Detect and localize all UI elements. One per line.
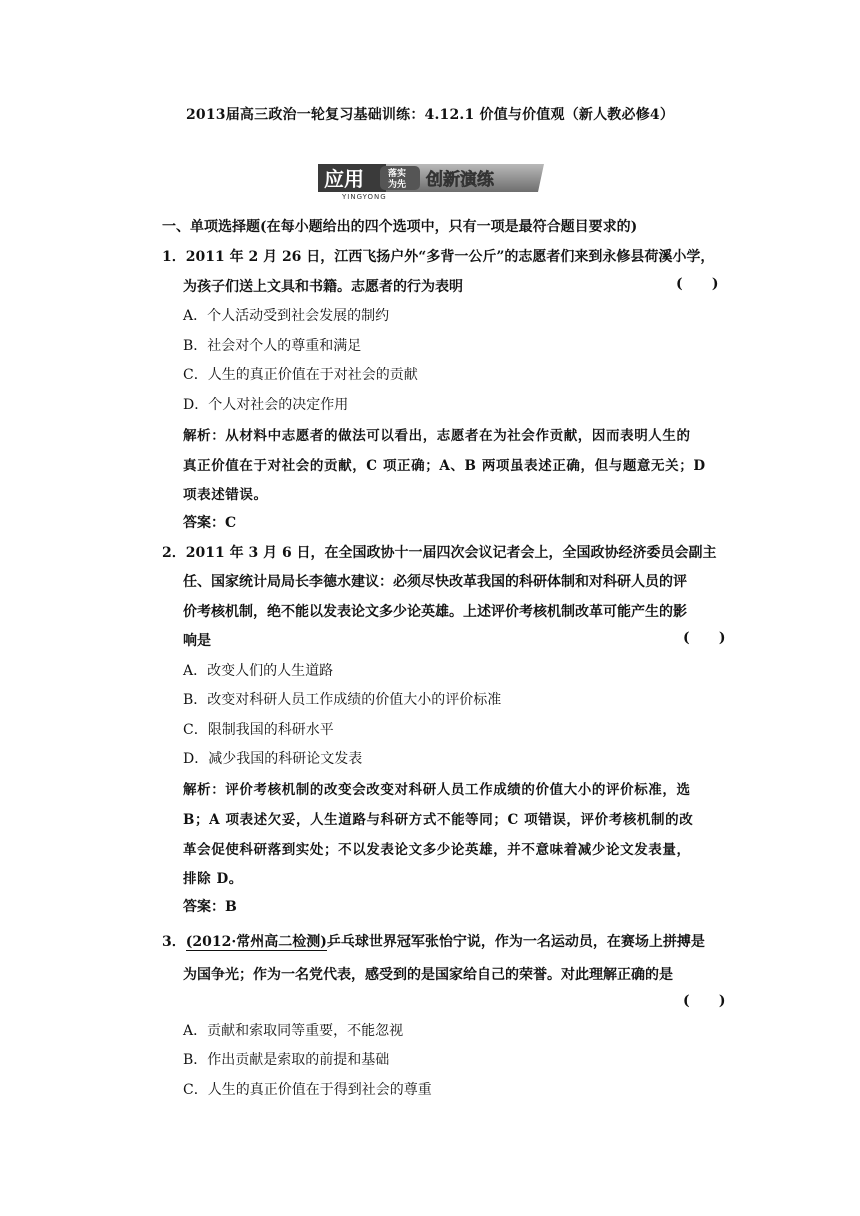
q3-stem-line-1 — [162, 931, 705, 951]
banner-mid-top: 落实 — [388, 169, 407, 179]
q3-stem-text: 乒乓球世界冠军张怡宁说，作为一名运动员，在赛场上拼搏是 — [326, 934, 705, 950]
q2-stem-line-3: 价考核机制，绝不能以发表论文多少论英雄。上述评价考核机制改革可能产生的影 — [183, 604, 687, 620]
q2-stem-line-4: 响是 — [183, 633, 211, 649]
q1-stem-line-1: 1．2011 年 2 月 26 日，江西飞扬户外“多背一公斤”的志愿者们来到永修县荷溪小学， — [162, 249, 715, 265]
q2-answer: 答案：B — [183, 899, 237, 915]
section-banner — [318, 160, 548, 200]
document-title: 2013届高三政治一轮复习基础训练：4.12.1 价值与价值观（新人教必修4） — [185, 107, 675, 123]
q2-stem-line-2: 任、国家统计局局长李德水建议：必须尽快改革我国的科研体制和对科研人员的评 — [183, 574, 687, 590]
banner-pinyin: YINGYONG — [342, 193, 387, 200]
q2-option-a: A．改变人们的人生道路 — [183, 663, 334, 679]
banner-mid-bottom: 为先 — [388, 180, 407, 190]
q2-analysis-line-3: 革会促使科研落到实处；不以发表论文多少论英雄，并不意味着减少论文发表量， — [183, 842, 691, 858]
q2-analysis-line-2: B；A 项表述欠妥，人生道路与科研方式不能等同；C 项错误，评价考核机制的改 — [183, 812, 694, 828]
q3-option-a: A．贡献和索取同等重要，不能忽视 — [183, 1023, 404, 1039]
banner-right-text: 创新演练 — [426, 170, 494, 190]
q3-source: (2012·常州高二检测) — [185, 934, 327, 950]
q1-answer: 答案：C — [183, 515, 237, 531]
q2-answer-blank: ( ) — [683, 630, 726, 646]
banner-left-text: 应用 — [324, 167, 364, 191]
section-heading: 一、单项选择题(在每小题给出的四个选项中，只有一项是最符合题目要求的) — [162, 219, 638, 235]
q1-option-d: D．个人对社会的决定作用 — [183, 397, 349, 413]
q1-option-b: B．社会对个人的尊重和满足 — [183, 338, 362, 354]
q1-analysis-line-3: 项表述错误。 — [183, 487, 268, 503]
q3-number: 3． — [162, 934, 186, 950]
q1-option-c: C．人生的真正价值在于对社会的贡献 — [183, 367, 418, 383]
q2-option-d: D．减少我国的科研论文发表 — [183, 751, 363, 767]
q3-answer-blank: ( ) — [683, 993, 726, 1009]
q1-analysis-line-2: 真正价值在于对社会的贡献，C 项正确；A、B 两项虽表述正确，但与题意无关；D — [183, 458, 706, 474]
q2-option-b: B．改变对科研人员工作成绩的价值大小的评价标准 — [183, 692, 502, 708]
q1-analysis-line-1: 解析：从材料中志愿者的做法可以看出，志愿者在为社会作贡献，因而表明人生的 — [183, 428, 691, 444]
q3-option-b: B．作出贡献是索取的前提和基础 — [183, 1052, 390, 1068]
q1-option-a: A．个人活动受到社会发展的制约 — [183, 308, 390, 324]
q2-analysis-line-4: 排除 D。 — [183, 871, 243, 887]
q2-stem-line-1: 2．2011 年 3 月 6 日，在全国政协十一届四次会议记者会上，全国政协经济委员会副主 — [162, 545, 717, 561]
q3-stem-line-2: 为国争光；作为一名党代表，感受到的是国家给自己的荣誉。对此理解正确的是 — [183, 967, 673, 983]
q1-answer-blank: ( ) — [676, 276, 719, 292]
q2-option-c: C．限制我国的科研水平 — [183, 722, 334, 738]
q2-analysis-line-1: 解析：评价考核机制的改变会改变对科研人员工作成绩的价值大小的评价标准，选 — [183, 782, 691, 798]
q1-stem-line-2: 为孩子们送上文具和书籍。志愿者的行为表明 — [183, 279, 463, 295]
q3-option-c: C．人生的真正价值在于得到社会的尊重 — [183, 1082, 432, 1098]
